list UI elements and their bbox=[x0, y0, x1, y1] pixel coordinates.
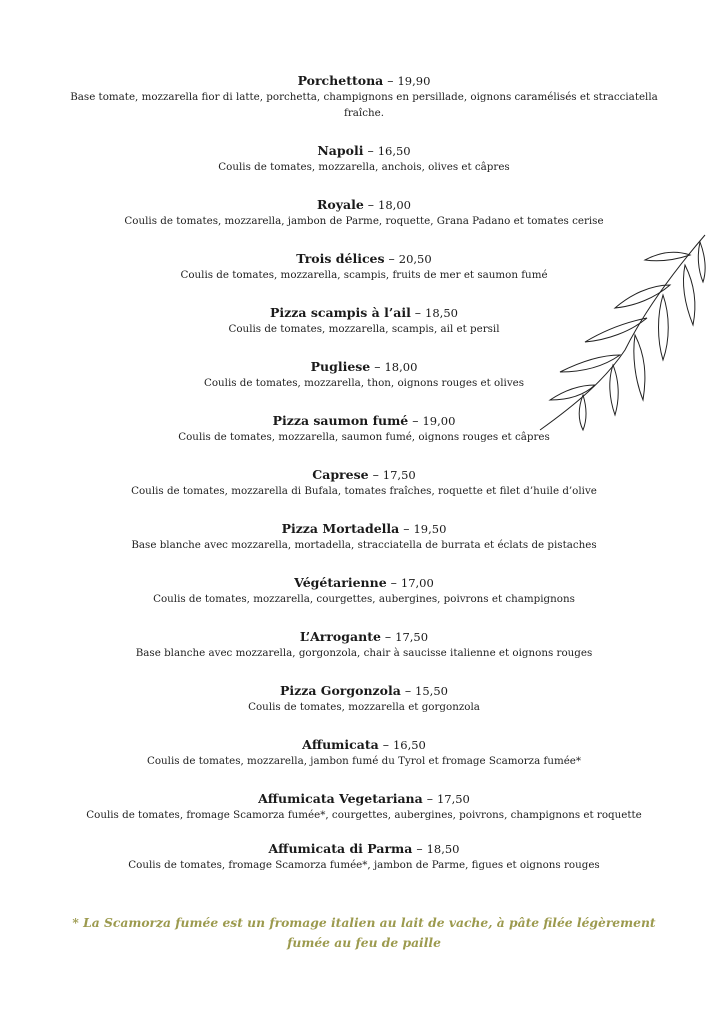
menu-item bbox=[60, 575, 668, 607]
item-name: Trois délices bbox=[296, 251, 385, 266]
item-price: 17,50 bbox=[436, 792, 470, 806]
separator: – bbox=[422, 791, 437, 806]
menu-item bbox=[60, 251, 668, 283]
item-description: Coulis de tomates, mozzarella, scampis, ail et persil bbox=[228, 323, 500, 335]
item-name: Pizza saumon fumé bbox=[272, 413, 409, 428]
separator: – bbox=[399, 521, 414, 536]
item-title bbox=[60, 683, 668, 699]
item-price: 17,50 bbox=[382, 468, 416, 482]
item-title bbox=[60, 305, 668, 321]
menu-item bbox=[60, 737, 668, 769]
item-title bbox=[60, 467, 668, 483]
menu-item bbox=[60, 629, 668, 661]
item-name: Pizza Gorgonzola bbox=[280, 683, 401, 698]
item-description: Coulis de tomates, mozzarella, thon, oignons rouges et olives bbox=[203, 377, 525, 389]
item-name: Pizza Mortadella bbox=[281, 521, 400, 536]
item-name: Végétarienne bbox=[294, 575, 387, 590]
item-name: Affumicata di Parma bbox=[268, 841, 413, 856]
item-title bbox=[60, 629, 668, 645]
item-title bbox=[60, 359, 668, 375]
item-price: 16,50 bbox=[377, 144, 411, 158]
item-price: 19,50 bbox=[413, 522, 447, 536]
item-description: Coulis de tomates, mozzarella, anchois, olives et câpres bbox=[218, 161, 510, 173]
item-title bbox=[60, 143, 668, 159]
separator: – bbox=[363, 197, 379, 212]
item-description: Base blanche avec mozzarella, gorgonzola, chair à saucisse italienne et oignons rouges bbox=[135, 647, 593, 659]
separator: – bbox=[408, 413, 423, 428]
menu-item bbox=[60, 521, 668, 553]
item-title bbox=[60, 841, 668, 857]
item-title bbox=[60, 521, 668, 537]
item-title bbox=[60, 413, 668, 429]
menu-item bbox=[60, 359, 668, 391]
item-price: 17,00 bbox=[400, 576, 434, 590]
separator: – bbox=[412, 841, 427, 856]
item-price: 18,00 bbox=[378, 198, 411, 212]
pizza-menu-list bbox=[60, 73, 668, 891]
separator: – bbox=[384, 251, 399, 266]
item-description: Coulis de tomates, mozzarella, saumon fumé, oignons rouges et câpres bbox=[178, 431, 550, 443]
item-description: Coulis de tomates, mozzarella, jambon de Parme, roquette, Grana Padano et tomates cerise bbox=[124, 215, 604, 227]
item-price: 18,00 bbox=[384, 360, 418, 374]
item-description: Base tomate, mozzarella fior di latte, porchetta, champignons en persillade, oignons caramélisés et stracciatella fraîche. bbox=[70, 91, 658, 119]
item-name: Affumicata Vegetariana bbox=[258, 791, 423, 806]
separator: – bbox=[400, 683, 416, 698]
menu-item bbox=[60, 413, 668, 445]
item-description: Coulis de tomates, mozzarella, jambon fumé du Tyrol et fromage Scamorza fumée* bbox=[146, 755, 582, 767]
item-description: Coulis de tomates, mozzarella, scampis, fruits de mer et saumon fumé bbox=[180, 269, 548, 281]
item-description: Coulis de tomates, mozzarella di Bufala, tomates fraîches, roquette et filet d’huile d’olive bbox=[131, 485, 597, 497]
item-price: 17,50 bbox=[395, 630, 429, 644]
item-price: 18,50 bbox=[426, 842, 460, 856]
menu-item bbox=[60, 197, 668, 229]
item-price: 19,00 bbox=[422, 414, 456, 428]
item-name: Pugliese bbox=[310, 359, 371, 374]
item-title bbox=[60, 251, 668, 267]
item-price: 20,50 bbox=[398, 252, 432, 266]
item-name: Affumicata bbox=[302, 737, 379, 752]
menu-item bbox=[60, 143, 668, 175]
item-name: L’Arrogante bbox=[299, 629, 381, 644]
separator: – bbox=[370, 359, 385, 374]
item-title bbox=[60, 791, 668, 807]
separator: – bbox=[386, 575, 401, 590]
item-price: 16,50 bbox=[392, 738, 426, 752]
item-name: Caprese bbox=[312, 467, 369, 482]
scamorza-footnote: * La Scamorza fumée est un fromage italien au lait de vache, à pâte filée légèrement fumée au feu de paille bbox=[72, 915, 656, 950]
menu-item bbox=[60, 73, 668, 121]
separator: – bbox=[380, 629, 396, 644]
item-title bbox=[60, 575, 668, 591]
item-description: Coulis de tomates, mozzarella et gorgonzola bbox=[248, 701, 480, 713]
item-price: 19,90 bbox=[397, 74, 431, 88]
menu-item bbox=[60, 791, 668, 823]
item-title bbox=[60, 737, 668, 753]
item-description: Base blanche avec mozzarella, mortadella, stracciatella de burrata et éclats de pistaches bbox=[131, 539, 597, 551]
separator: – bbox=[368, 467, 383, 482]
item-price: 15,50 bbox=[415, 684, 448, 698]
menu-item bbox=[60, 683, 668, 715]
separator: – bbox=[363, 143, 378, 158]
item-name: Pizza scampis à l’ail bbox=[270, 305, 411, 320]
separator: – bbox=[378, 737, 393, 752]
item-name: Royale bbox=[317, 197, 364, 212]
menu-item bbox=[60, 467, 668, 499]
item-name: Porchettona bbox=[297, 73, 384, 88]
item-description: Coulis de tomates, fromage Scamorza fumée*, jambon de Parme, figues et oignons rouges bbox=[128, 859, 600, 871]
menu-item bbox=[60, 841, 668, 873]
item-name: Napoli bbox=[317, 143, 364, 158]
item-price: 18,50 bbox=[425, 306, 458, 320]
item-description: Coulis de tomates, fromage Scamorza fumée*, courgettes, aubergines, poivrons, champignons et roquette bbox=[86, 809, 642, 821]
item-title bbox=[60, 73, 668, 89]
separator: – bbox=[410, 305, 426, 320]
menu-item bbox=[60, 305, 668, 337]
item-title bbox=[60, 197, 668, 213]
item-description: Coulis de tomates, mozzarella, courgettes, aubergines, poivrons et champignons bbox=[153, 593, 575, 605]
separator: – bbox=[383, 73, 398, 88]
